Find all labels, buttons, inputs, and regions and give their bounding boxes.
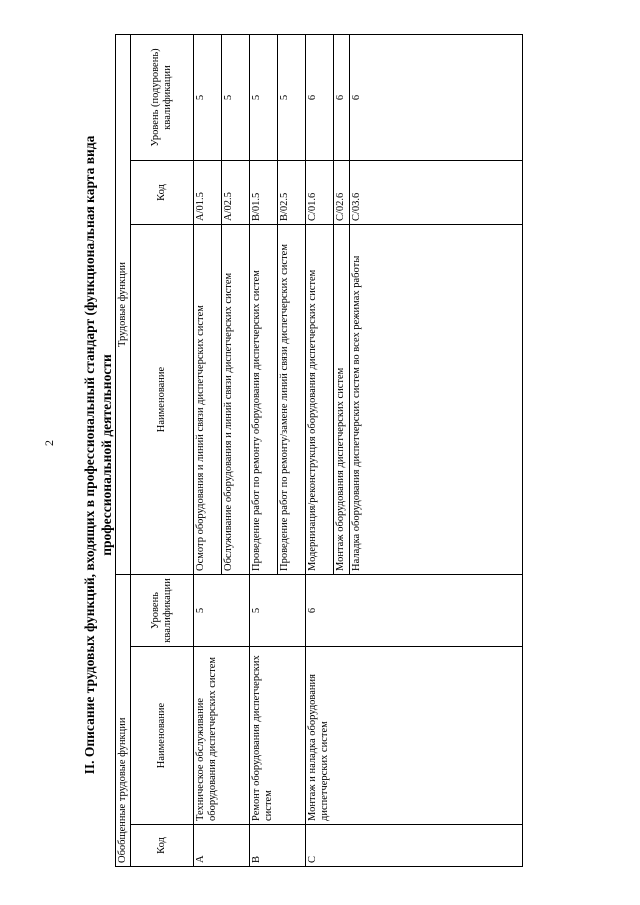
tf-name-cell: Модернизация/реконструкция оборудования диспетчерских систем bbox=[306, 225, 334, 575]
table-row bbox=[306, 34, 334, 866]
gtf-code-cell: A bbox=[194, 825, 250, 867]
gtf-level-cell: 5 bbox=[250, 575, 306, 647]
tf-level-cell: 5 bbox=[194, 34, 222, 160]
gtf-level-cell: 6 bbox=[306, 575, 523, 647]
tf-level-cell: 5 bbox=[278, 34, 306, 160]
column-header-level: Уровень квалификации bbox=[131, 575, 194, 647]
gtf-level-cell: 5 bbox=[194, 575, 250, 647]
tf-code-cell: C/01.6 bbox=[306, 161, 334, 225]
tf-name-cell: Проведение работ по ремонту оборудования диспетчерских систем bbox=[250, 225, 278, 575]
labor-functions-header: Трудовые функции bbox=[116, 34, 131, 574]
tf-name-cell: Обслуживание оборудования и линий связи диспетчерских систем bbox=[222, 225, 250, 575]
tf-code-cell: A/02.5 bbox=[222, 161, 250, 225]
page-number: 2 bbox=[42, 440, 56, 446]
column-header-name: Наименование bbox=[131, 647, 194, 825]
table-row bbox=[250, 34, 278, 866]
gtf-name-cell: Техническое обслуживание оборудования диспетчерских систем bbox=[194, 647, 250, 825]
tf-level-cell: 6 bbox=[334, 34, 350, 160]
functional-map-table bbox=[115, 34, 523, 867]
gtf-name-cell: Ремонт оборудования диспетчерских систем bbox=[250, 647, 306, 825]
tf-code-cell: B/02.5 bbox=[278, 161, 306, 225]
section-title: II. Описание трудовых функций, входящих в профессиональный стандарт (функциональная карта вида bbox=[82, 135, 97, 775]
column-header-tf-level: Уровень (подуровень) квалификации bbox=[131, 34, 194, 160]
column-header-tf-code: Код bbox=[131, 161, 194, 225]
column-header-code: Код bbox=[131, 825, 194, 867]
tf-code-cell: B/01.5 bbox=[250, 161, 278, 225]
tf-level-cell: 6 bbox=[350, 34, 523, 160]
tf-level-cell: 5 bbox=[222, 34, 250, 160]
tf-name-cell: Осмотр оборудования и линий связи диспетчерских систем bbox=[194, 225, 222, 575]
tf-name-cell: Монтаж оборудования диспетчерских систем bbox=[334, 225, 350, 575]
gtf-name-cell: Монтаж и наладка оборудования диспетчерских систем bbox=[306, 647, 523, 825]
tf-level-cell: 5 bbox=[250, 34, 278, 160]
section-title-continued: профессиональной деятельности bbox=[99, 354, 114, 556]
tf-level-cell: 6 bbox=[306, 34, 334, 160]
table-row bbox=[194, 34, 222, 866]
tf-name-cell: Проведение работ по ремонту/замене линий связи диспетчерских систем bbox=[278, 225, 306, 575]
tf-code-cell: C/02.6 bbox=[334, 161, 350, 225]
generalized-functions-header: Обобщенные трудовые функции bbox=[116, 575, 131, 867]
gtf-code-cell: C bbox=[306, 825, 523, 867]
column-header-tf-name: Наименование bbox=[131, 225, 194, 575]
tf-code-cell: A/01.5 bbox=[194, 161, 222, 225]
tf-code-cell: C/03.6 bbox=[350, 161, 523, 225]
tf-name-cell: Наладка оборудования диспетчерских систем во всех режимах работы bbox=[350, 225, 523, 575]
gtf-code-cell: B bbox=[250, 825, 306, 867]
